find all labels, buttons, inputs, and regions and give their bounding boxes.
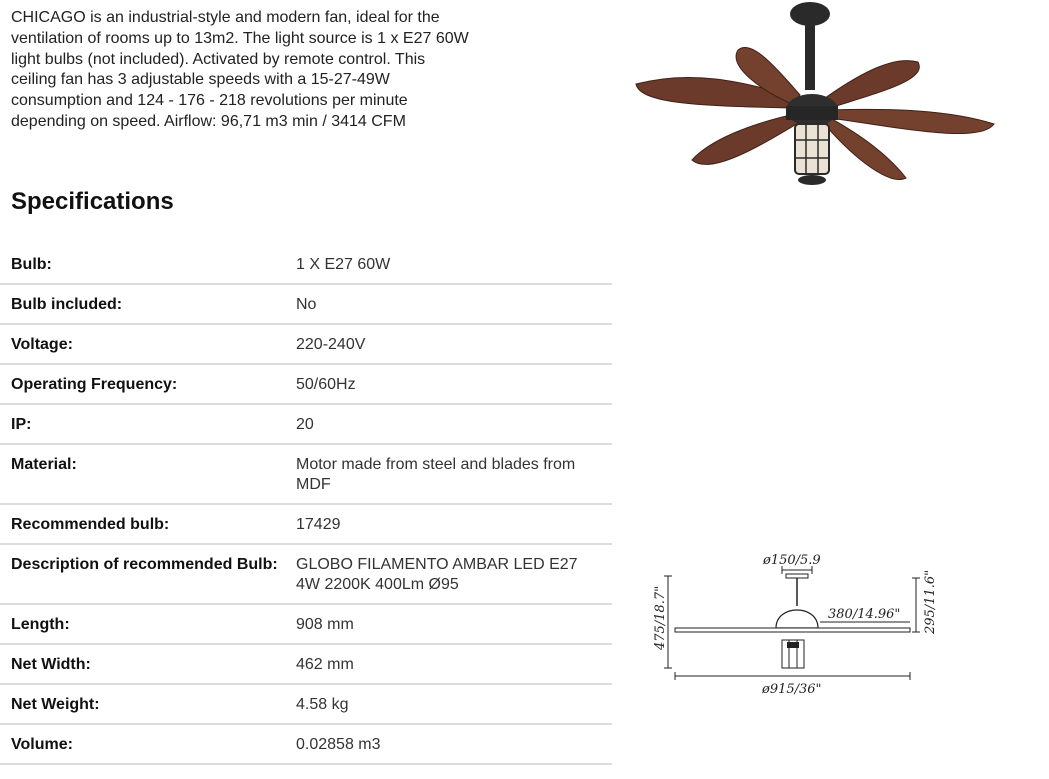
spec-label: Net Width: bbox=[11, 656, 91, 673]
spec-label: Material: bbox=[11, 456, 77, 473]
spec-row-frequency bbox=[0, 365, 612, 405]
blade-dimension-label: 380/14.96" bbox=[828, 607, 901, 622]
spec-label: Description of recommended Bulb: bbox=[11, 556, 278, 573]
specifications-heading: Specifications bbox=[11, 188, 174, 215]
spec-row-net-weight bbox=[0, 685, 612, 725]
spec-label: IP: bbox=[11, 416, 32, 433]
spec-row-length bbox=[0, 605, 612, 645]
spec-value: 4.58 kg bbox=[296, 696, 349, 713]
spec-row-bulb-description bbox=[0, 545, 612, 605]
spec-value: GLOBO FILAMENTO AMBAR LED E27 4W 2200K 400Lm Ø95 bbox=[296, 556, 578, 593]
spec-row-bulb bbox=[0, 245, 612, 285]
span-dimension-label: ø915/36" bbox=[762, 682, 822, 697]
spec-value: 20 bbox=[296, 416, 314, 433]
dimension-diagram bbox=[650, 548, 950, 698]
height-right-label: 295/11.6" bbox=[923, 569, 938, 634]
spec-label: Recommended bulb: bbox=[11, 516, 170, 533]
spec-value: 17429 bbox=[296, 516, 341, 533]
spec-value: No bbox=[296, 296, 317, 313]
spec-row-voltage bbox=[0, 325, 612, 365]
spec-label: Volume: bbox=[11, 736, 73, 753]
spec-row-ip bbox=[0, 405, 612, 445]
spec-value: 220-240V bbox=[296, 336, 366, 353]
spec-row-net-width bbox=[0, 645, 612, 685]
spec-label: Voltage: bbox=[11, 336, 73, 353]
spec-label: Length: bbox=[11, 616, 70, 633]
spec-row-recommended-bulb bbox=[0, 505, 612, 545]
specifications-table bbox=[0, 245, 612, 765]
spec-row-bulb-included bbox=[0, 285, 612, 325]
spec-value: 462 mm bbox=[296, 656, 354, 673]
spec-label: Operating Frequency: bbox=[11, 376, 178, 393]
spec-value: 908 mm bbox=[296, 616, 354, 633]
spec-value: 1 X E27 60W bbox=[296, 256, 391, 273]
spec-label: Bulb: bbox=[11, 256, 52, 273]
spec-value: 50/60Hz bbox=[296, 376, 356, 393]
spec-label: Net Weight: bbox=[11, 696, 100, 713]
spec-value: 0.02858 m3 bbox=[296, 736, 381, 753]
height-left-label: 475/18.7" bbox=[653, 585, 668, 650]
spec-value: Motor made from steel and blades from MDF bbox=[296, 456, 576, 493]
spec-label: Bulb included: bbox=[11, 296, 123, 313]
spec-row-material bbox=[0, 445, 612, 505]
spec-row-volume bbox=[0, 725, 612, 765]
canopy-dimension-label: ø150/5.9 bbox=[763, 553, 821, 568]
product-description: CHICAGO is an industrial-style and modern fan, ideal for the ventilation of rooms up to 13m2. The light source is 1 x E27 60W light bulbs (not included). Activated by remote control. This ceiling fan has 3 adjustable speeds with a 15-27-49W consumption and 124 - 176 - 218 revolutions per minute depending on speed. Airflow: 96,71 m3 min / 3414 CFM bbox=[11, 9, 469, 130]
ceiling-fan-photo bbox=[630, 0, 1000, 200]
